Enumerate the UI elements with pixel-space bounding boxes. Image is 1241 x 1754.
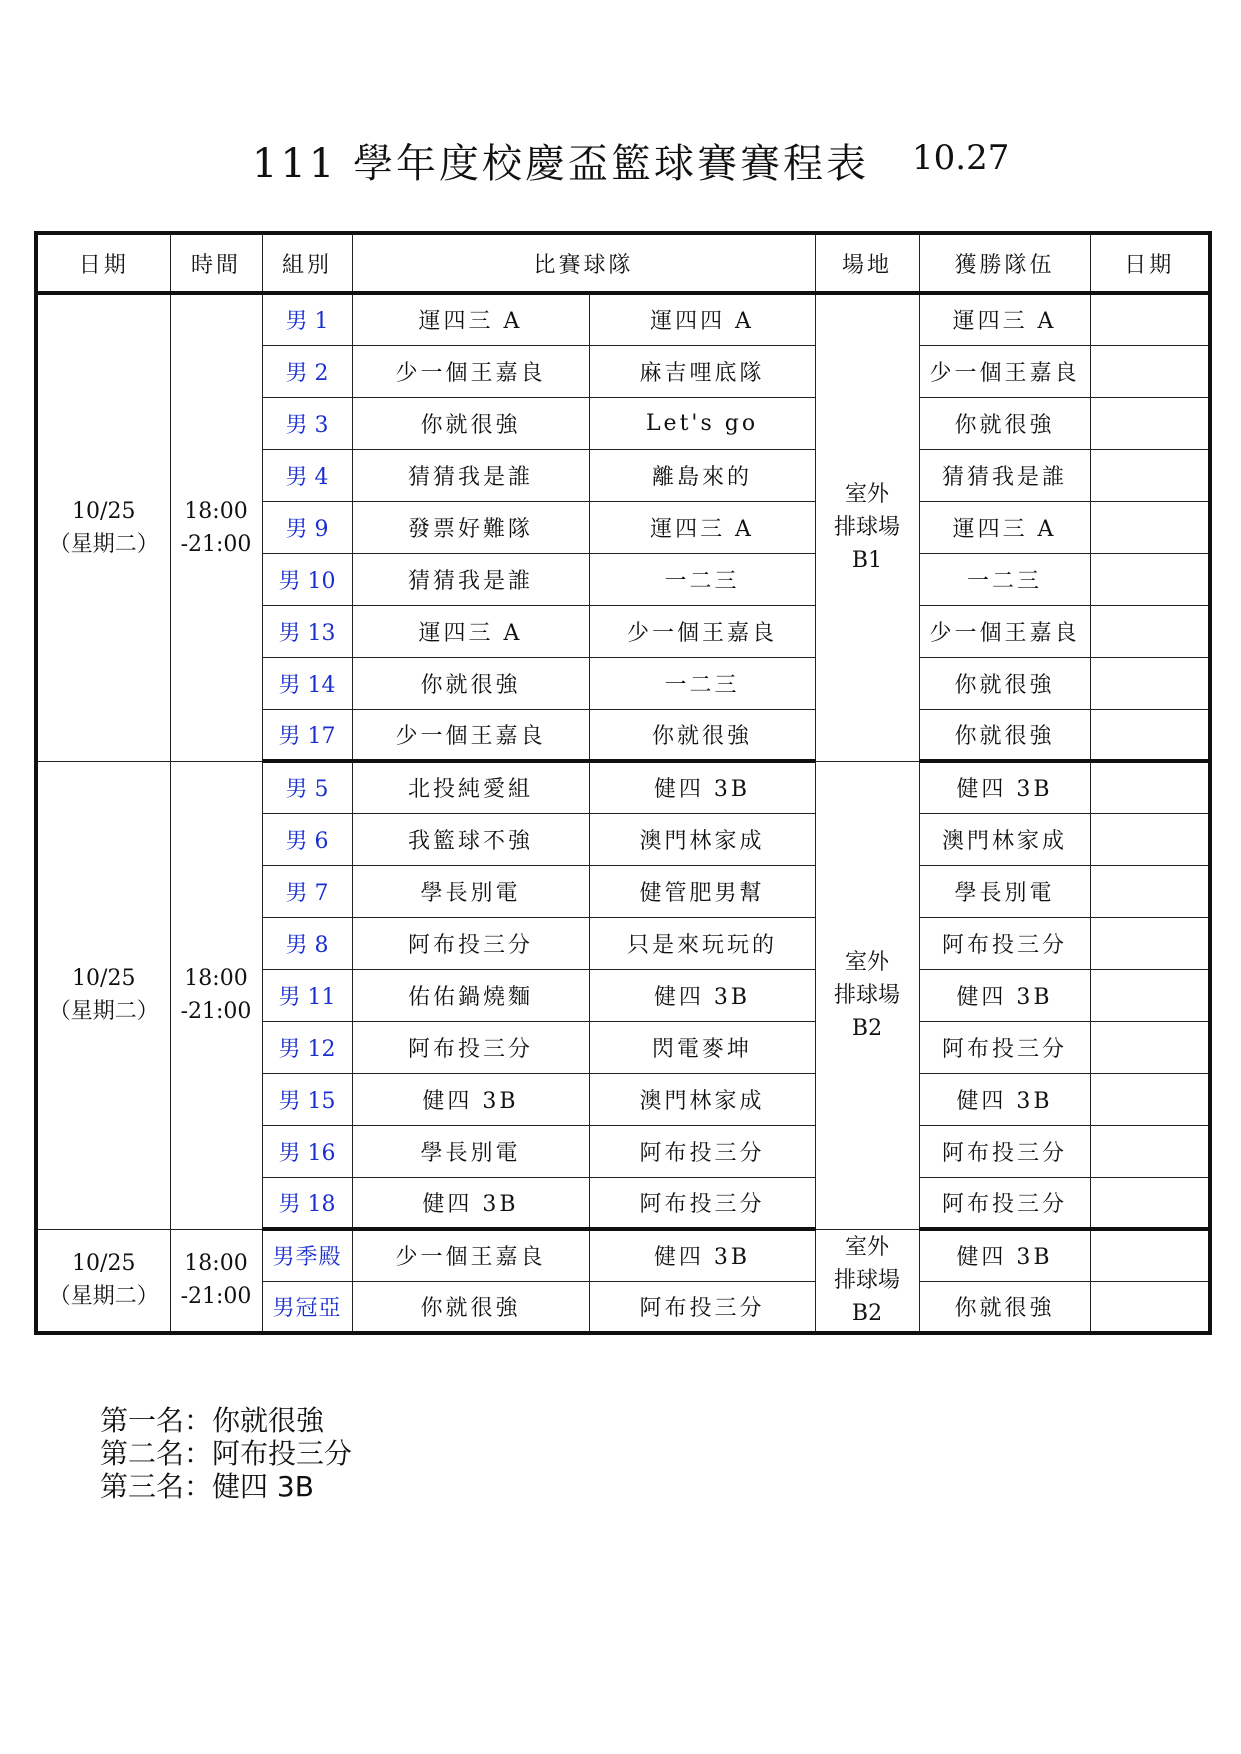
blank-date-cell [1090, 1021, 1210, 1073]
venue-line: B2 [851, 1015, 883, 1041]
team-a-cell: 學長別電 [352, 1125, 589, 1177]
weekday-value: （星期二） [48, 1284, 159, 1310]
team-b-cell: 健四 3B [589, 1229, 815, 1281]
table-row [36, 1229, 1210, 1281]
group-cell: 男 4 [262, 449, 352, 501]
venue-cell [815, 761, 919, 1229]
team-a-cell: 少一個王嘉良 [352, 709, 589, 761]
blank-date-cell [1090, 397, 1210, 449]
winner-cell: 健四 3B [919, 1229, 1090, 1281]
winner-cell: 運四三 A [919, 293, 1090, 345]
title-date: 10.27 [912, 138, 1010, 178]
time-cell [170, 761, 262, 1229]
team-a-cell: 阿布投三分 [352, 917, 589, 969]
group-cell: 男 16 [262, 1125, 352, 1177]
team-b-cell: 你就很強 [589, 709, 815, 761]
blank-date-cell [1090, 761, 1210, 813]
time-start: 18:00 [184, 966, 248, 991]
blank-date-cell [1090, 605, 1210, 657]
blank-date-cell [1090, 293, 1210, 345]
team-b-cell: 阿布投三分 [589, 1281, 815, 1333]
team-a-cell: 佑佑鍋燒麵 [352, 969, 589, 1021]
group-cell: 男 2 [262, 345, 352, 397]
date-cell [36, 1229, 170, 1333]
venue-line: 排球場 [834, 982, 901, 1008]
group-cell: 男季殿 [262, 1229, 352, 1281]
winner-cell: 你就很強 [919, 1281, 1090, 1333]
team-b-cell: Let's go [589, 397, 815, 449]
team-b-cell: 運四三 A [589, 501, 815, 553]
team-a-cell: 運四三 A [352, 293, 589, 345]
time-cell [170, 293, 262, 761]
weekday-value: （星期二） [48, 531, 159, 557]
title-text: 111 學年度校慶盃籃球賽賽程表 [252, 141, 870, 187]
time-end: -21:00 [180, 531, 252, 557]
time-end: -21:00 [180, 999, 252, 1024]
time-end: -21:00 [180, 1284, 252, 1310]
winner-cell: 少一個王嘉良 [919, 345, 1090, 397]
winner-cell: 阿布投三分 [919, 1177, 1090, 1229]
blank-date-cell [1090, 501, 1210, 553]
team-b-cell: 少一個王嘉良 [589, 605, 815, 657]
blank-date-cell [1090, 1177, 1210, 1229]
winner-cell: 運四三 A [919, 501, 1090, 553]
winner-cell: 健四 3B [919, 1073, 1090, 1125]
team-b-cell: 只是來玩玩的 [589, 917, 815, 969]
winner-cell: 你就很強 [919, 709, 1090, 761]
team-b-cell: 阿布投三分 [589, 1177, 815, 1229]
blank-date-cell [1090, 969, 1210, 1021]
winner-cell: 少一個王嘉良 [919, 605, 1090, 657]
group-cell: 男 17 [262, 709, 352, 761]
blank-date-cell [1090, 449, 1210, 501]
group-cell: 男 18 [262, 1177, 352, 1229]
blank-date-cell [1090, 1229, 1210, 1281]
blank-date-cell [1090, 657, 1210, 709]
team-a-cell: 你就很強 [352, 397, 589, 449]
venue-line: 排球場 [834, 515, 901, 541]
group-cell: 男冠亞 [262, 1281, 352, 1333]
group-cell: 男 8 [262, 917, 352, 969]
venue-cell [815, 1229, 919, 1333]
third-place: 第三名：健四 3B [100, 1470, 314, 1503]
group-cell: 男 6 [262, 813, 352, 865]
winner-cell: 健四 3B [919, 969, 1090, 1021]
winner-cell: 澳門林家成 [919, 813, 1090, 865]
time-start: 18:00 [184, 498, 248, 524]
first-place: 第一名：你就很強 [100, 1404, 325, 1437]
header-teams: 比賽球隊 [352, 233, 815, 293]
team-a-cell: 阿布投三分 [352, 1021, 589, 1073]
winner-cell: 阿布投三分 [919, 1021, 1090, 1073]
group-cell: 男 15 [262, 1073, 352, 1125]
blank-date-cell [1090, 1073, 1210, 1125]
blank-date-cell [1090, 1125, 1210, 1177]
blank-date-cell [1090, 917, 1210, 969]
winner-cell: 健四 3B [919, 761, 1090, 813]
document-title [0, 132, 1241, 192]
group-cell: 男 12 [262, 1021, 352, 1073]
team-b-cell: 健管肥男幫 [589, 865, 815, 917]
team-a-cell: 猜猜我是誰 [352, 449, 589, 501]
venue-line: 室外 [845, 1234, 890, 1260]
blank-date-cell [1090, 709, 1210, 761]
team-a-cell: 少一個王嘉良 [352, 345, 589, 397]
schedule-table [34, 231, 1212, 1335]
team-a-cell: 運四三 A [352, 605, 589, 657]
team-b-cell: 一二三 [589, 553, 815, 605]
venue-line: 室外 [845, 482, 890, 508]
header-group: 組別 [262, 233, 352, 293]
team-b-cell: 澳門林家成 [589, 1073, 815, 1125]
team-a-cell: 猜猜我是誰 [352, 553, 589, 605]
time-start: 18:00 [184, 1251, 248, 1277]
team-a-cell: 少一個王嘉良 [352, 1229, 589, 1281]
date-value: 10/25 [72, 1251, 136, 1277]
group-cell: 男 14 [262, 657, 352, 709]
team-b-cell: 麻吉哩底隊 [589, 345, 815, 397]
date-cell [36, 293, 170, 761]
blank-date-cell [1090, 1281, 1210, 1333]
venue-cell [815, 293, 919, 761]
table-row [36, 761, 1210, 813]
group-cell: 男 1 [262, 293, 352, 345]
winner-cell: 阿布投三分 [919, 917, 1090, 969]
group-cell: 男 5 [262, 761, 352, 813]
winner-cell: 阿布投三分 [919, 1125, 1090, 1177]
winner-cell: 一二三 [919, 553, 1090, 605]
table-row [36, 293, 1210, 345]
group-cell: 男 13 [262, 605, 352, 657]
team-a-cell: 健四 3B [352, 1177, 589, 1229]
header-date: 日期 [36, 233, 170, 293]
team-b-cell: 閃電麥坤 [589, 1021, 815, 1073]
blank-date-cell [1090, 345, 1210, 397]
winner-cell: 學長別電 [919, 865, 1090, 917]
group-cell: 男 7 [262, 865, 352, 917]
date-cell [36, 761, 170, 1229]
header-venue: 場地 [815, 233, 919, 293]
venue-line: 室外 [845, 949, 890, 975]
group-cell: 男 10 [262, 553, 352, 605]
time-cell [170, 1229, 262, 1333]
venue-line: B1 [851, 548, 883, 574]
team-b-cell: 健四 3B [589, 969, 815, 1021]
schedule-body [36, 293, 1210, 1333]
group-cell: 男 11 [262, 969, 352, 1021]
team-a-cell: 學長別電 [352, 865, 589, 917]
header-time: 時間 [170, 233, 262, 293]
blank-date-cell [1090, 813, 1210, 865]
team-a-cell: 你就很強 [352, 657, 589, 709]
team-b-cell: 運四四 A [589, 293, 815, 345]
venue-line: 排球場 [834, 1267, 901, 1293]
team-b-cell: 離島來的 [589, 449, 815, 501]
group-cell: 男 3 [262, 397, 352, 449]
blank-date-cell [1090, 553, 1210, 605]
header-winner: 獲勝隊伍 [919, 233, 1090, 293]
final-standings [100, 1404, 352, 1503]
team-a-cell: 你就很強 [352, 1281, 589, 1333]
team-a-cell: 北投純愛組 [352, 761, 589, 813]
team-b-cell: 一二三 [589, 657, 815, 709]
winner-cell: 你就很強 [919, 657, 1090, 709]
team-a-cell: 我籃球不強 [352, 813, 589, 865]
second-place: 第二名：阿布投三分 [100, 1437, 353, 1470]
team-a-cell: 健四 3B [352, 1073, 589, 1125]
venue-line: B2 [851, 1300, 883, 1326]
team-a-cell: 發票好難隊 [352, 501, 589, 553]
header-date-2: 日期 [1090, 233, 1210, 293]
team-b-cell: 澳門林家成 [589, 813, 815, 865]
team-b-cell: 阿布投三分 [589, 1125, 815, 1177]
header-row [36, 233, 1210, 293]
date-value: 10/25 [72, 498, 136, 524]
group-cell: 男 9 [262, 501, 352, 553]
team-b-cell: 健四 3B [589, 761, 815, 813]
winner-cell: 猜猜我是誰 [919, 449, 1090, 501]
blank-date-cell [1090, 865, 1210, 917]
date-value: 10/25 [72, 966, 136, 991]
weekday-value: （星期二） [48, 999, 159, 1024]
winner-cell: 你就很強 [919, 397, 1090, 449]
